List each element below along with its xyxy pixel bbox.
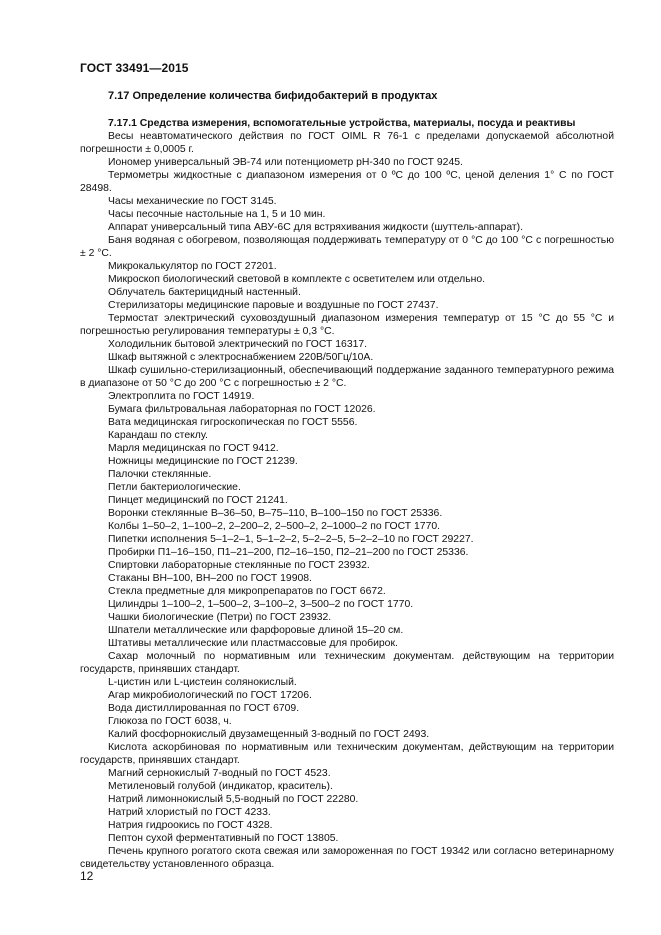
- list-item: Калий фосфорнокислый двузамещенный 3-водный по ГОСТ 2493.: [108, 729, 430, 740]
- list-item: Палочки стеклянные.: [108, 469, 212, 480]
- list-item: Пинцет медицинский по ГОСТ 21241.: [108, 495, 288, 506]
- list-item: Электроплита по ГОСТ 14919.: [108, 391, 255, 402]
- list-item: Сахар молочный по нормативным или техническим документам. действующим на территории государств, принявших стандарт.: [80, 651, 614, 675]
- list-item: Чашки биологические (Петри) по ГОСТ 23932.: [108, 612, 332, 623]
- list-item: Ножницы медицинские по ГОСТ 21239.: [108, 456, 298, 467]
- list-item: Карандаш по стеклу.: [108, 430, 208, 441]
- page-number: 12: [80, 869, 94, 883]
- list-item: Печень крупного рогатого скота свежая или замороженная по ГОСТ 19342 или согласно ветеринарному свидетельству установленного образца.: [80, 846, 614, 870]
- list-item: Магний сернокислый 7-водный по ГОСТ 4523.: [108, 768, 331, 779]
- list-item: Шкаф вытяжной с электроснабжением 220В/50Гц/10А.: [108, 352, 374, 363]
- list-item: Иономер универсальный ЭВ-74 или потенциометр pH-340 по ГОСТ 9245.: [108, 157, 463, 168]
- list-item: Стекла предметные для микропрепаратов по ГОСТ 6672.: [108, 586, 386, 597]
- list-item: Термостат электрический суховоздушный диапазоном измерения температур от 15 °С до 55 °С и погрешностью регулирования температуры ± 0,3 °С.: [80, 313, 614, 337]
- list-item: Натрия гидроокись по ГОСТ 4328.: [108, 820, 273, 831]
- list-item: Баня водяная с обогревом, позволяющая поддерживать температуру от 0 °С до 100 °С с погрешностью ± 2 °С.: [80, 235, 614, 259]
- list-item: Пробирки П1–16–150, П1–21–200, П2–16–150, П2–21–200 по ГОСТ 25336.: [108, 547, 469, 558]
- list-item: Пептон сухой ферментативный по ГОСТ 13805.: [108, 833, 339, 844]
- list-item: Весы неавтоматического действия по ГОСТ OIML R 76-1 с пределами допускаемой абсолютной погрешности ± 0,0005 г.: [80, 131, 614, 155]
- list-item: Вата медицинская гигроскопическая по ГОСТ 5556.: [108, 417, 358, 428]
- list-item: Аппарат универсальный типа АВУ-6С для встряхивания жидкости (шуттель-аппарат).: [108, 222, 524, 233]
- list-item: Петли бактериологические.: [108, 482, 241, 493]
- list-item: Часы механические по ГОСТ 3145.: [108, 196, 277, 207]
- list-item: Натрий хлористый по ГОСТ 4233.: [108, 807, 271, 818]
- list-item: Агар микробиологический по ГОСТ 17206.: [108, 690, 312, 701]
- list-item: Глюкоза по ГОСТ 6038, ч.: [108, 716, 232, 727]
- document-header: ГОСТ 33491—2015: [80, 61, 189, 75]
- list-item: Микроскоп биологический световой в комплекте с осветителем или отдельно.: [108, 274, 486, 285]
- list-item: L-цистин или L-цистеин солянокислый.: [108, 677, 297, 688]
- list-item: Микрокалькулятор по ГОСТ 27201.: [108, 261, 277, 272]
- list-item: Спиртовки лабораторные стеклянные по ГОСТ 23932.: [108, 560, 370, 571]
- document-body: [80, 117, 614, 871]
- subsection-title: 7.17.1 Средства измерения, вспомогательные устройства, материалы, посуда и реактивы: [108, 118, 576, 129]
- item-list: [80, 130, 614, 871]
- list-item: Колбы 1–50–2, 1–100–2, 2–200–2, 2–500–2, 2–1000–2 по ГОСТ 1770.: [108, 521, 441, 532]
- list-item: Стаканы ВН–100, ВН–200 по ГОСТ 19908.: [108, 573, 312, 584]
- list-item: Стерилизаторы медицинские паровые и воздушные по ГОСТ 27437.: [108, 300, 439, 311]
- list-item: Облучатель бактерицидный настенный.: [108, 287, 301, 298]
- list-item: Цилиндры 1–100–2, 1–500–2, 3–100–2, 3–500–2 по ГОСТ 1770.: [108, 599, 414, 610]
- list-item: Метиленовый голубой (индикатор, краситель).: [108, 781, 333, 792]
- list-item: Марля медицинская по ГОСТ 9412.: [108, 443, 279, 454]
- list-item: Шпатели металлические или фарфоровые длиной 15–20 см.: [108, 625, 404, 636]
- list-item: Шкаф сушильно-стерилизационный, обеспечивающий поддержание заданного температурного режима в диапазоне от 50 °С до 200 °С с погрешностью ± 2 °С.: [80, 365, 614, 389]
- list-item: Бумага фильтровальная лабораторная по ГОСТ 12026.: [108, 404, 376, 415]
- list-item: Часы песочные настольные на 1, 5 и 10 мин.: [108, 209, 326, 220]
- list-item: Воронки стеклянные В–36–50, В–75–110, В–100–150 по ГОСТ 25336.: [108, 508, 443, 519]
- list-item: Холодильник бытовой электрический по ГОСТ 16317.: [108, 339, 368, 350]
- list-item: Вода дистиллированная по ГОСТ 6709.: [108, 703, 300, 714]
- list-item: Кислота аскорбиновая по нормативным или техническим документам, действующим на территории государств, принявших стандарт.: [80, 742, 614, 766]
- list-item: Штативы металлические или пластмассовые для пробирок.: [108, 638, 398, 649]
- section-title: 7.17 Определение количества бифидобактерий в продуктах: [108, 90, 438, 102]
- list-item: Пипетки исполнения 5–1–2–1, 5–1–2–2, 5–2–2–5, 5–2–2–10 по ГОСТ 29227.: [108, 534, 474, 545]
- list-item: Термометры жидкостные с диапазоном измерения от 0 ºС до 100 ºС, ценой деления 1° С по ГОСТ 28498.: [80, 170, 614, 194]
- list-item: Натрий лимоннокислый 5,5-водный по ГОСТ 22280.: [108, 794, 359, 805]
